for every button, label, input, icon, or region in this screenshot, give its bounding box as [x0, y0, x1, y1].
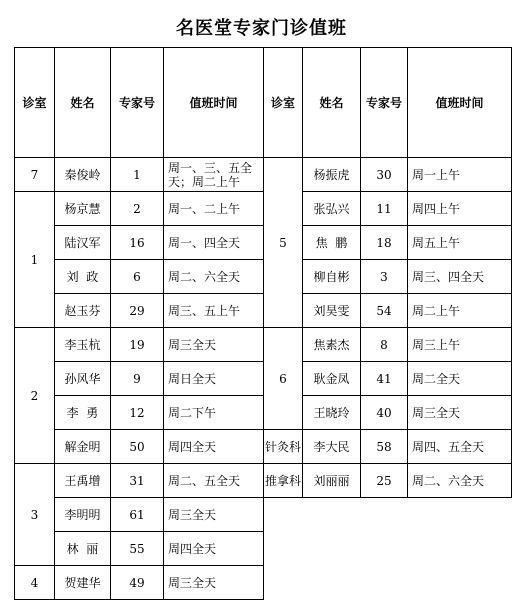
expert-number: 40 — [361, 396, 408, 430]
duty-time: 周一、三、五全天；周二上午 — [164, 158, 264, 192]
expert-number: 49 — [111, 566, 164, 600]
room-cell: 7 — [15, 158, 55, 192]
doctor-name: 李大民 — [303, 430, 361, 464]
expert-number: 18 — [361, 226, 408, 260]
doctor-name: 杨京慧 — [55, 192, 111, 226]
expert-number: 58 — [361, 430, 408, 464]
doctor-name: 刘 政 — [55, 260, 111, 294]
expert-number: 16 — [111, 226, 164, 260]
expert-number: 31 — [111, 464, 164, 498]
duty-time: 周日全天 — [164, 362, 264, 396]
schedule-table — [14, 47, 512, 600]
duty-time: 周二、六全天 — [164, 260, 264, 294]
duty-time: 周二下午 — [164, 396, 264, 430]
doctor-name: 刘丽丽 — [303, 464, 361, 498]
expert-number: 3 — [361, 260, 408, 294]
empty-area — [264, 498, 512, 600]
header-room-right: 诊室 — [264, 48, 303, 158]
duty-time: 周三、四全天 — [408, 260, 512, 294]
duty-time: 周一、四全天 — [164, 226, 264, 260]
duty-time: 周五上午 — [408, 226, 512, 260]
expert-number: 19 — [111, 328, 164, 362]
table-row — [15, 192, 512, 226]
table-row — [15, 362, 512, 396]
doctor-name: 贺建华 — [55, 566, 111, 600]
table-row — [15, 328, 512, 362]
doctor-name: 张弘兴 — [303, 192, 361, 226]
header-name-right: 姓名 — [303, 48, 361, 158]
duty-time: 周四全天 — [164, 430, 264, 464]
doctor-name: 林 丽 — [55, 532, 111, 566]
expert-number: 9 — [111, 362, 164, 396]
duty-time: 周二上午 — [408, 294, 512, 328]
doctor-name: 杨振虎 — [303, 158, 361, 192]
doctor-name: 王禹增 — [55, 464, 111, 498]
table-row — [15, 430, 512, 464]
room-cell: 3 — [15, 464, 55, 566]
header-name-left: 姓名 — [55, 48, 111, 158]
duty-time: 周三、五上午 — [164, 294, 264, 328]
doctor-name: 耿金凤 — [303, 362, 361, 396]
expert-number: 8 — [361, 328, 408, 362]
expert-number: 29 — [111, 294, 164, 328]
expert-number: 2 — [111, 192, 164, 226]
doctor-name: 李明明 — [55, 498, 111, 532]
doctor-name: 秦俊岭 — [55, 158, 111, 192]
duty-time: 周三全天 — [164, 328, 264, 362]
expert-number: 55 — [111, 532, 164, 566]
room-cell: 6 — [264, 328, 303, 430]
expert-number: 25 — [361, 464, 408, 498]
duty-time: 周三全天 — [164, 566, 264, 600]
table-row — [15, 396, 512, 430]
room-cell: 1 — [15, 192, 55, 328]
duty-time: 周二、五全天 — [164, 464, 264, 498]
doctor-name: 赵玉芬 — [55, 294, 111, 328]
table-row — [15, 226, 512, 260]
doctor-name: 柳自彬 — [303, 260, 361, 294]
expert-number: 12 — [111, 396, 164, 430]
duty-time: 周四、五全天 — [408, 430, 512, 464]
table-row — [15, 498, 512, 532]
expert-number: 50 — [111, 430, 164, 464]
doctor-name: 焦 鹏 — [303, 226, 361, 260]
duty-time: 周二、六全天 — [408, 464, 512, 498]
doctor-name: 李 勇 — [55, 396, 111, 430]
doctor-name: 王晓玲 — [303, 396, 361, 430]
doctor-name: 焦素杰 — [303, 328, 361, 362]
header-time-right: 值班时间 — [408, 48, 512, 158]
expert-number: 6 — [111, 260, 164, 294]
room-cell: 针灸科 — [264, 430, 303, 464]
expert-number: 1 — [111, 158, 164, 192]
room-cell: 5 — [264, 158, 303, 328]
duty-time: 周三全天 — [164, 498, 264, 532]
table-row — [15, 158, 512, 192]
expert-number: 61 — [111, 498, 164, 532]
header-id-right: 专家号 — [361, 48, 408, 158]
expert-number: 11 — [361, 192, 408, 226]
duty-time: 周一、二上午 — [164, 192, 264, 226]
page-title: 名医堂专家门诊值班 — [176, 18, 347, 39]
room-cell: 4 — [15, 566, 55, 600]
doctor-name: 李玉杭 — [55, 328, 111, 362]
table-row — [15, 260, 512, 294]
duty-time: 周二全天 — [408, 362, 512, 396]
duty-time: 周三上午 — [408, 328, 512, 362]
expert-number: 30 — [361, 158, 408, 192]
doctor-name: 陆汉军 — [55, 226, 111, 260]
doctor-name: 解金明 — [55, 430, 111, 464]
duty-time: 周三全天 — [408, 396, 512, 430]
doctor-name: 孙风华 — [55, 362, 111, 396]
header-id-left: 专家号 — [111, 48, 164, 158]
header-row — [15, 48, 512, 158]
table-row — [15, 464, 512, 498]
duty-time: 周四上午 — [408, 192, 512, 226]
duty-time: 周四全天 — [164, 532, 264, 566]
expert-number: 41 — [361, 362, 408, 396]
header-time-left: 值班时间 — [164, 48, 264, 158]
table-row — [15, 294, 512, 328]
room-cell: 2 — [15, 328, 55, 464]
header-room-left: 诊室 — [15, 48, 55, 158]
doctor-name: 刘昊雯 — [303, 294, 361, 328]
room-cell: 推拿科 — [264, 464, 303, 498]
expert-number: 54 — [361, 294, 408, 328]
duty-time: 周一上午 — [408, 158, 512, 192]
